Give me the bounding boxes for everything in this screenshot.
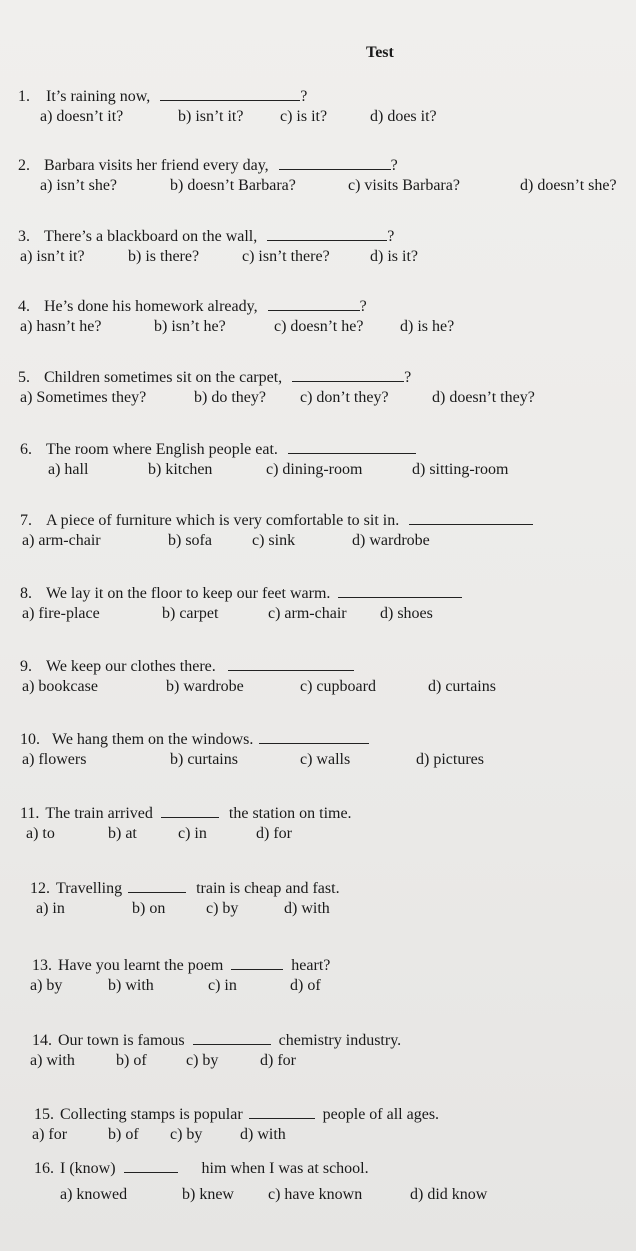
question-number: 3. <box>18 228 30 245</box>
question-tail: ? <box>387 228 395 245</box>
answer-options <box>32 977 330 999</box>
answer-blank <box>128 878 186 893</box>
option-b[interactable]: b) do they? <box>194 389 266 406</box>
answer-options <box>18 177 617 199</box>
question-16 <box>34 1158 488 1203</box>
answer-blank <box>193 1030 271 1045</box>
answer-options <box>20 605 462 627</box>
question-text: Have you learnt the poem <box>58 957 224 974</box>
option-d[interactable]: d) sitting-room <box>412 461 509 478</box>
question-tail: ? <box>359 298 367 315</box>
question-number: 9. <box>20 658 32 675</box>
question-tail: him when I was at school. <box>201 1160 369 1177</box>
option-c[interactable]: c) is it? <box>280 108 328 125</box>
option-a[interactable]: a) flowers <box>22 751 87 768</box>
answer-blank <box>267 226 387 241</box>
option-b[interactable]: b) isn’t he? <box>154 318 226 335</box>
option-d[interactable]: d) with <box>240 1126 286 1143</box>
question-tail: ? <box>404 369 412 386</box>
question-number: 16. <box>34 1160 54 1177</box>
question-text: A piece of furniture which is very comfortable to sit in. <box>46 512 400 529</box>
question-text: The train arrived <box>45 805 153 822</box>
answer-options <box>18 248 418 270</box>
option-c[interactable]: c) doesn’t he? <box>274 318 364 335</box>
question-text: We keep our clothes there. <box>46 658 216 675</box>
option-d[interactable]: d) is he? <box>400 318 455 335</box>
answer-options <box>30 900 340 922</box>
option-c[interactable]: c) isn’t there? <box>242 248 330 265</box>
answer-blank <box>268 296 360 311</box>
option-a[interactable]: a) hall <box>48 461 89 478</box>
option-c[interactable]: c) cupboard <box>300 678 376 695</box>
option-a[interactable]: a) isn’t it? <box>20 248 85 265</box>
question-text: We hang them on the windows. <box>52 731 254 748</box>
question-text: The room where English people eat. <box>46 441 278 458</box>
question-text: Barbara visits her friend every day, <box>44 157 269 174</box>
question-tail: ? <box>300 88 308 105</box>
question-tail: train is cheap and fast. <box>196 880 340 897</box>
option-a[interactable]: a) fire-place <box>22 605 100 622</box>
answer-options <box>20 825 352 847</box>
option-d[interactable]: d) does it? <box>370 108 437 125</box>
option-d[interactable]: d) with <box>284 900 330 917</box>
option-b[interactable]: b) of <box>116 1052 147 1069</box>
question-number: 13. <box>32 957 52 974</box>
option-d[interactable]: d) pictures <box>416 751 484 768</box>
option-b[interactable]: b) at <box>108 825 137 842</box>
option-b[interactable]: b) with <box>108 977 154 994</box>
answer-blank <box>288 439 416 454</box>
option-c[interactable]: c) by <box>206 900 239 917</box>
question-number: 11. <box>20 805 40 822</box>
question-text: Collecting stamps is popular <box>60 1106 243 1123</box>
question-13 <box>32 955 330 999</box>
answer-blank <box>338 583 462 598</box>
answer-options <box>34 1186 488 1208</box>
option-d[interactable]: d) for <box>260 1052 296 1069</box>
question-tail: heart? <box>291 957 331 974</box>
answer-options <box>20 461 509 483</box>
question-4 <box>18 296 455 340</box>
option-d[interactable]: d) is it? <box>370 248 418 265</box>
question-number: 6. <box>20 441 32 458</box>
answer-blank <box>279 155 391 170</box>
option-a[interactable]: a) for <box>32 1126 68 1143</box>
option-c[interactable]: c) by <box>170 1126 203 1143</box>
question-11 <box>20 803 352 847</box>
question-tail: ? <box>390 157 398 174</box>
option-d[interactable]: d) doesn’t they? <box>432 389 535 406</box>
option-d[interactable]: d) doesn’t she? <box>520 177 617 194</box>
option-a[interactable]: a) by <box>30 977 63 994</box>
option-c[interactable]: c) by <box>186 1052 219 1069</box>
option-a[interactable]: a) to <box>26 825 55 842</box>
question-2 <box>18 155 617 199</box>
option-b[interactable]: b) wardrobe <box>166 678 244 695</box>
option-d[interactable]: d) curtains <box>428 678 496 695</box>
answer-blank <box>259 729 369 744</box>
question-number: 10. <box>20 731 40 748</box>
answer-options <box>20 532 533 554</box>
question-number: 5. <box>18 369 30 386</box>
question-text: I (know) <box>60 1160 116 1177</box>
option-b[interactable]: b) kitchen <box>148 461 213 478</box>
option-a[interactable]: a) with <box>30 1052 75 1069</box>
option-a[interactable]: a) Sometimes they? <box>20 389 147 406</box>
answer-blank <box>160 86 300 101</box>
option-a[interactable]: a) knowed <box>60 1186 128 1203</box>
option-d[interactable]: d) wardrobe <box>352 532 430 549</box>
question-number: 14. <box>32 1032 52 1049</box>
option-b[interactable]: b) knew <box>182 1186 234 1203</box>
question-number: 2. <box>18 157 30 174</box>
question-text: Children sometimes sit on the carpet, <box>44 369 283 386</box>
question-number: 15. <box>34 1106 54 1123</box>
question-1 <box>18 86 437 130</box>
option-c[interactable]: c) don’t they? <box>300 389 389 406</box>
option-a[interactable]: a) isn’t she? <box>40 177 118 194</box>
option-b[interactable]: b) on <box>132 900 166 917</box>
option-b[interactable]: b) doesn’t Barbara? <box>170 177 296 194</box>
answer-options <box>20 751 484 773</box>
question-14 <box>32 1030 401 1074</box>
option-a[interactable]: a) doesn’t it? <box>40 108 124 125</box>
question-tail: the station on time. <box>228 805 352 822</box>
option-b[interactable]: b) carpet <box>162 605 219 622</box>
question-text: It’s raining now, <box>46 88 151 105</box>
option-d[interactable]: d) for <box>256 825 292 842</box>
answer-options <box>18 318 455 340</box>
option-c[interactable]: c) arm-chair <box>268 605 347 622</box>
option-c[interactable]: c) have known <box>268 1186 363 1203</box>
option-c[interactable]: c) visits Barbara? <box>348 177 460 194</box>
question-5 <box>18 367 535 411</box>
option-b[interactable]: b) isn’t it? <box>178 108 244 125</box>
option-b[interactable]: b) is there? <box>128 248 200 265</box>
answer-blank <box>249 1104 315 1119</box>
question-6 <box>20 439 509 483</box>
option-a[interactable]: a) hasn’t he? <box>20 318 102 335</box>
option-c[interactable]: c) dining-room <box>266 461 363 478</box>
question-text: Our town is famous <box>58 1032 185 1049</box>
answer-options <box>18 108 437 130</box>
page-title: Test <box>366 44 394 61</box>
question-text: Travelling <box>56 880 123 897</box>
option-d[interactable]: d) shoes <box>380 605 433 622</box>
option-a[interactable]: a) in <box>36 900 65 917</box>
question-text: He’s done his homework already, <box>44 298 258 315</box>
answer-blank <box>409 510 533 525</box>
option-c[interactable]: c) walls <box>300 751 351 768</box>
option-d[interactable]: d) did know <box>410 1186 488 1203</box>
answer-options <box>32 1052 401 1074</box>
question-9 <box>20 656 496 700</box>
answer-blank <box>228 656 354 671</box>
question-3 <box>18 226 418 270</box>
option-c[interactable]: c) in <box>178 825 207 842</box>
question-number: 7. <box>20 512 32 529</box>
question-12 <box>30 878 340 922</box>
option-b[interactable]: b) of <box>108 1126 139 1143</box>
question-text: There’s a blackboard on the wall, <box>44 228 258 245</box>
question-text: We lay it on the floor to keep our feet warm. <box>46 585 331 602</box>
answer-options <box>20 678 496 700</box>
answer-blank <box>292 367 404 382</box>
question-10 <box>20 729 484 773</box>
question-number: 8. <box>20 585 32 602</box>
question-8 <box>20 583 462 627</box>
option-b[interactable]: b) sofa <box>168 532 212 549</box>
answer-blank <box>161 803 219 818</box>
question-tail: people of all ages. <box>322 1106 440 1123</box>
question-tail: chemistry industry. <box>278 1032 402 1049</box>
question-number: 12. <box>30 880 50 897</box>
answer-options <box>34 1126 439 1148</box>
question-number: 4. <box>18 298 30 315</box>
answer-blank <box>231 955 283 970</box>
option-c[interactable]: c) in <box>208 977 237 994</box>
option-d[interactable]: d) of <box>290 977 321 994</box>
question-7 <box>20 510 533 554</box>
answer-options <box>18 389 535 411</box>
option-a[interactable]: a) bookcase <box>22 678 98 695</box>
option-b[interactable]: b) curtains <box>170 751 238 768</box>
option-c[interactable]: c) sink <box>252 532 296 549</box>
question-number: 1. <box>18 88 30 105</box>
answer-blank <box>124 1158 178 1173</box>
question-15 <box>34 1104 439 1148</box>
option-a[interactable]: a) arm-chair <box>22 532 101 549</box>
